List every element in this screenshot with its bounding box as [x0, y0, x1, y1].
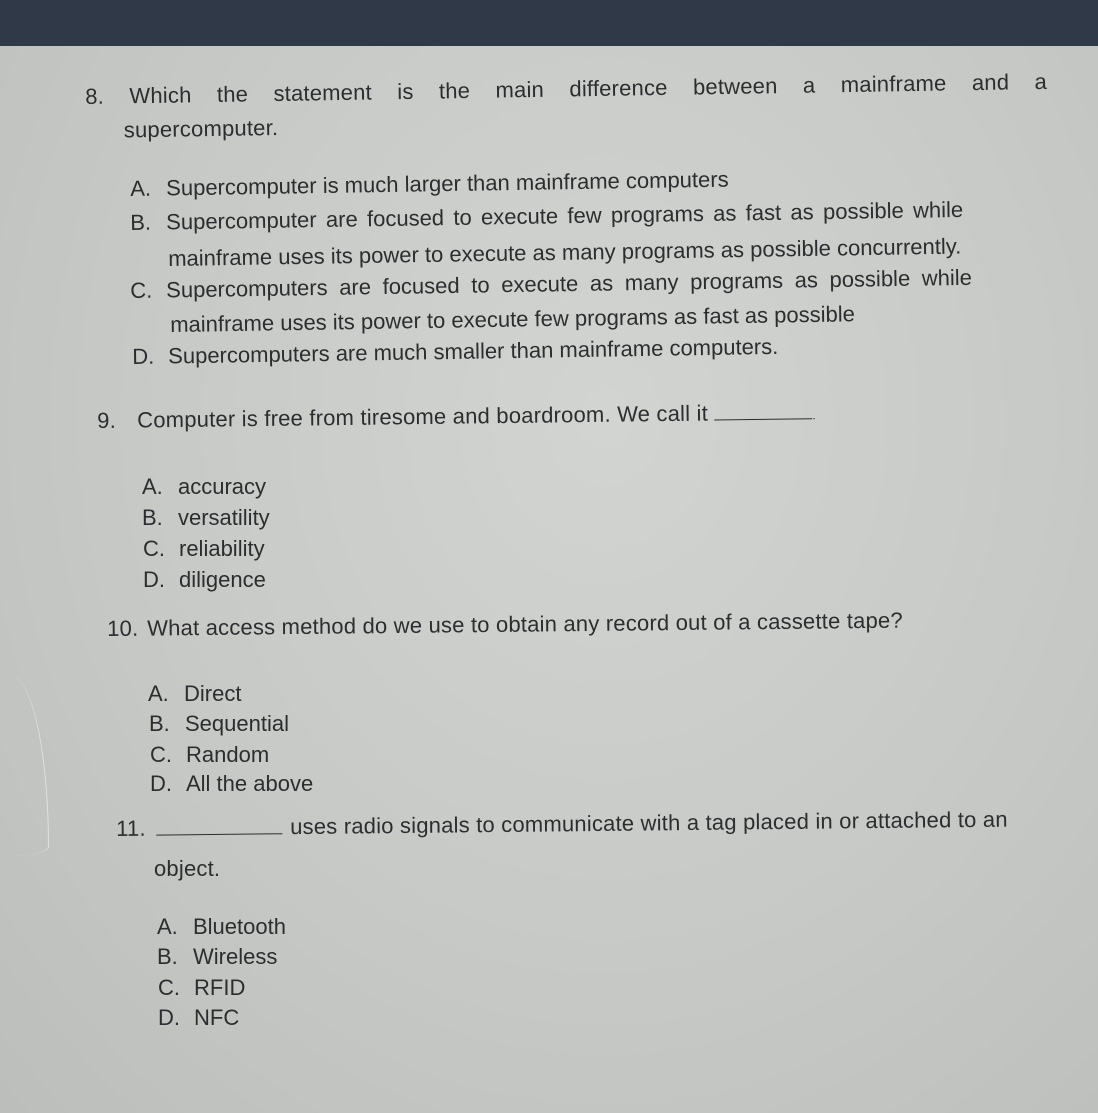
option-10a[interactable]: [148, 681, 241, 707]
question-word: the: [216, 81, 249, 107]
margin-line: [0, 676, 49, 856]
option-9d[interactable]: [143, 567, 266, 593]
option-letter: D.: [150, 771, 172, 796]
option-letter: B.: [142, 505, 163, 530]
question-number: 9.: [97, 407, 117, 433]
option-11b[interactable]: [157, 944, 277, 970]
question-word: and: [971, 69, 1010, 96]
question-word: Which: [129, 82, 192, 109]
option-text: versatility: [178, 505, 270, 530]
question-word: between: [692, 73, 778, 100]
option-text: reliability: [179, 536, 265, 561]
option-11a[interactable]: [157, 914, 286, 940]
option-text: Supercomputers are much smaller than mainframe computers.: [167, 333, 779, 369]
question-11-line-2: object.: [154, 856, 221, 881]
question-word: difference: [569, 74, 668, 102]
question-text: Computer is free from tiresome and boardroom. We call it: [137, 400, 709, 433]
option-8c-continued: mainframe uses its power to execute few programs as fast as possible: [170, 301, 856, 337]
option-letter: C.: [143, 536, 165, 561]
option-letter: C.: [130, 277, 153, 303]
question-word: a: [1034, 68, 1048, 95]
option-9a[interactable]: [142, 474, 266, 500]
option-text: Bluetooth: [193, 914, 286, 939]
question-word: main: [495, 76, 545, 103]
option-text: All the above: [186, 771, 314, 796]
option-text: Supercomputers are focused to execute as many programs as possible while: [165, 264, 973, 303]
question-number: 8.: [85, 83, 105, 109]
option-letter: A.: [148, 681, 169, 706]
question-word: the: [438, 77, 471, 104]
option-10d[interactable]: [150, 771, 313, 797]
question-text-end: .: [812, 408, 816, 423]
option-text: Wireless: [193, 944, 278, 969]
question-word: statement: [273, 79, 373, 107]
option-text: RFID: [194, 975, 246, 1000]
option-letter: D.: [143, 567, 165, 592]
question-word: mainframe: [840, 70, 947, 98]
question-word: a: [802, 72, 816, 98]
option-text: Direct: [184, 681, 242, 706]
option-text: Sequential: [185, 711, 289, 736]
option-letter: A.: [157, 914, 178, 939]
option-8b-continued: mainframe uses its power to execute as many programs as possible concurrently.: [168, 233, 962, 271]
option-10b[interactable]: [149, 711, 289, 737]
option-text: Supercomputer are focused to execute few programs as fast as possible while: [165, 196, 964, 235]
option-letter: A.: [130, 175, 152, 201]
option-text: accuracy: [178, 474, 267, 499]
question-word: is: [397, 78, 414, 105]
option-letter: D.: [132, 343, 155, 369]
question-number: 10.: [107, 615, 139, 641]
option-10c[interactable]: [150, 742, 269, 768]
option-letter: C.: [150, 742, 172, 767]
option-letter: A.: [142, 474, 163, 499]
option-letter: C.: [158, 975, 180, 1000]
question-text: uses radio signals to communicate with a tag placed in or attached to an: [290, 806, 1008, 840]
question-text: What access method do we use to obtain any record out of a cassette tape?: [147, 607, 903, 641]
answer-blank: [156, 833, 282, 835]
option-text: NFC: [194, 1005, 240, 1030]
option-letter: D.: [158, 1005, 180, 1030]
question-number: 11.: [116, 815, 146, 841]
option-text: Supercomputer is much larger than mainframe computers: [165, 166, 729, 201]
option-11d[interactable]: [158, 1005, 239, 1031]
option-letter: B.: [130, 209, 152, 235]
option-letter: B.: [157, 944, 178, 969]
option-text: diligence: [179, 567, 266, 592]
option-9b[interactable]: [142, 505, 270, 531]
answer-blank: [714, 418, 812, 420]
option-letter: B.: [149, 711, 170, 736]
question-8-line-2: supercomputer.: [123, 114, 279, 143]
screen-top-bezel: [0, 0, 1098, 46]
option-text: Random: [186, 742, 270, 767]
option-11c[interactable]: [158, 975, 245, 1001]
option-9c[interactable]: [143, 536, 265, 562]
